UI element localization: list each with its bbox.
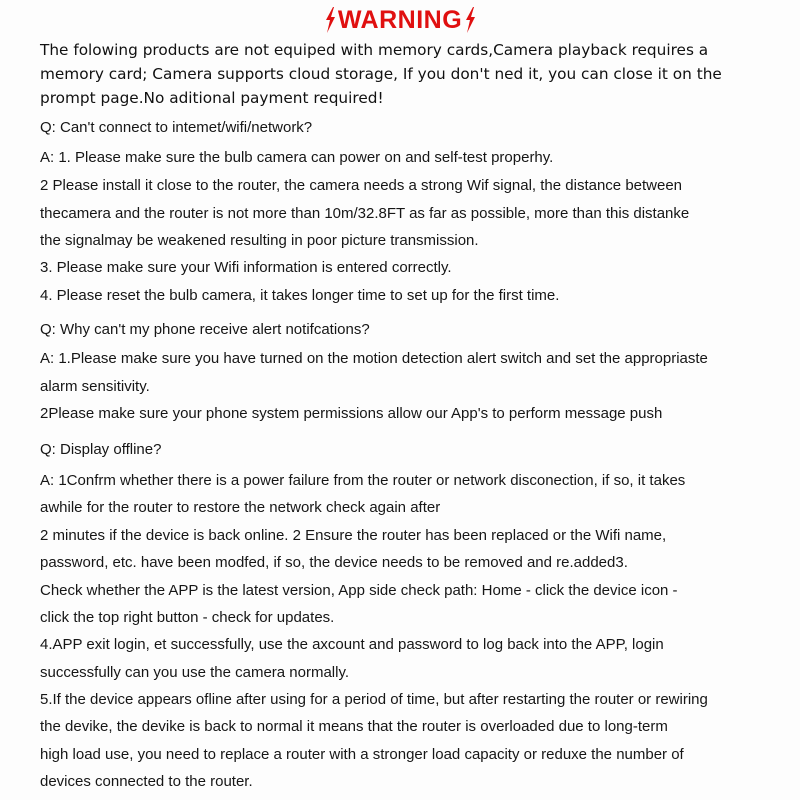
intro-line: memory card; Camera supports cloud storage, If you don't ned it, you can close it on the [40, 65, 722, 83]
faq-answer-line: 4. Please reset the bulb camera, it takes longer time to set up for the first time. [40, 287, 560, 304]
faq-question: Q: Can't connect to intemet/wifi/network? [40, 119, 313, 136]
faq-answer-line: successfully can you use the camera normally. [40, 664, 350, 681]
lightning-bolt-icon [324, 7, 336, 33]
faq-answer-line: devices connected to the router. [40, 773, 253, 790]
faq-answer-line: 2 Please install it close to the router, the camera needs a strong Wif signal, the distance between [40, 177, 683, 194]
faq-answer-line: 5.If the device appears ofline after using for a period of time, but after restarting the router or rewiring [40, 691, 708, 708]
faq-answer-line: A: 1. Please make sure the bulb camera can power on and self-test properhy. [40, 149, 554, 166]
faq-answer-line: A: 1.Please make sure you have turned on the motion detection alert switch and set the appropriaste [40, 350, 708, 367]
intro-notice [40, 38, 785, 110]
faq-answer-line: the devike, the devike is back to normal it means that the router is overloaded due to long-term [40, 718, 668, 735]
faq-answer-line: password, etc. have been modfed, if so, the device needs to be removed and re.added3. [40, 554, 628, 571]
faq-answer-line: 2Please make sure your phone system permissions allow our App's to perform message push [40, 405, 663, 422]
intro-line: The folowing products are not equiped with memory cards,Camera playback requires a [40, 41, 709, 59]
faq-question: Q: Why can't my phone receive alert notifcations? [40, 321, 370, 338]
faq-question: Q: Display offline? [40, 441, 162, 458]
faq-answer-line: thecamera and the router is not more than 10m/32.8FT as far as possible, more than this distanke [40, 205, 690, 222]
faq-answer-line: high load use, you need to replace a router with a stronger load capacity or reduxe the number of [40, 746, 684, 763]
faq-answer-line: alarm sensitivity. [40, 378, 150, 395]
warning-title: WARNING [337, 5, 463, 34]
warning-header [0, 4, 800, 36]
faq-answer-line: 3. Please make sure your Wifi information is entered correctly. [40, 259, 452, 276]
intro-line: prompt page.No aditional payment required! [40, 89, 384, 107]
faq-answer-line: A: 1Confrm whether there is a power failure from the router or network disconection, if so, it takes [40, 472, 686, 489]
faq-answer-line: 2 minutes if the device is back online. 2 Ensure the router has been replaced or the Wifi name, [40, 527, 667, 544]
lightning-bolt-icon [464, 7, 476, 33]
faq-answer-line: awhile for the router to restore the network check again after [40, 499, 441, 516]
faq-answer-line: Check whether the APP is the latest version, App side check path: Home - click the device icon - [40, 582, 678, 599]
faq-answer-line: the signalmay be weakened resulting in poor picture transmission. [40, 232, 479, 249]
faq-answer-line: 4.APP exit login, et successfully, use the axcount and password to log back into the APP, login [40, 636, 664, 653]
faq-answer-line: click the top right button - check for updates. [40, 609, 335, 626]
